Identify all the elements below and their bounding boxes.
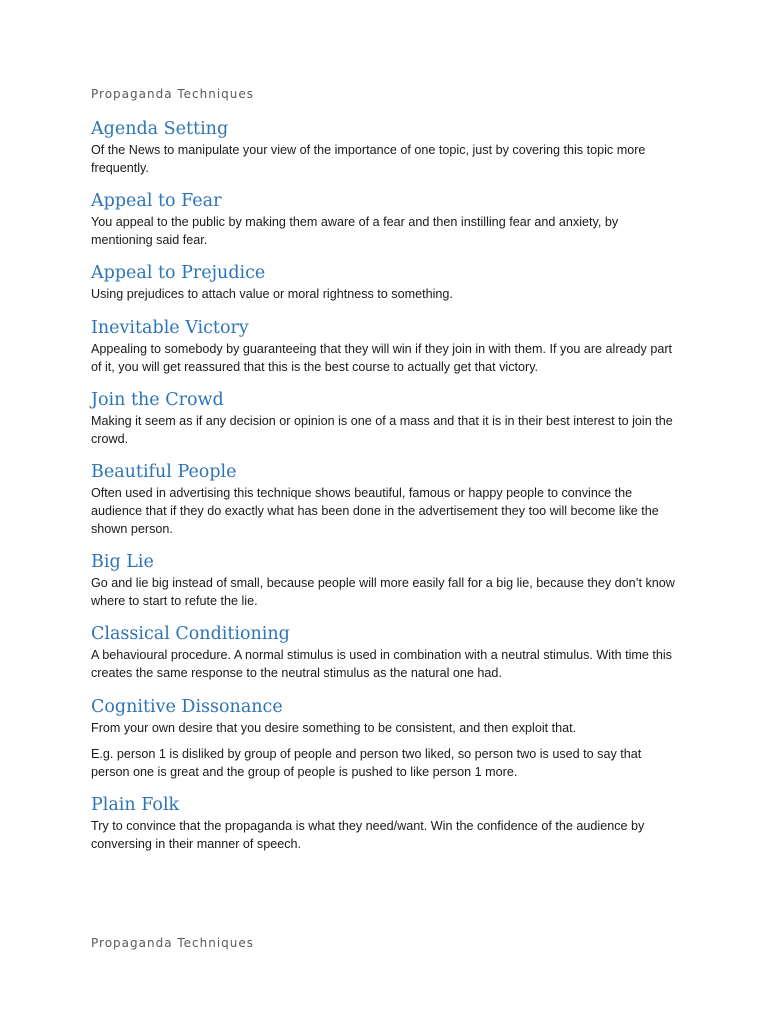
section-heading: Beautiful People [91,462,237,483]
section-cognitive-dissonance [91,696,681,782]
section-appeal-to-prejudice [91,262,681,304]
section-heading: Cognitive Dissonance [91,696,283,717]
running-footer: Propaganda Techniques [91,936,255,950]
section-paragraph: Appealing to somebody by guaranteeing that they will win if they join in with them. If you are already part of it, you will get reassured that this is the best course to actually get that victory. [91,341,673,374]
section-big-lie [91,551,681,610]
section-paragraph: Go and lie big instead of small, because people will more easily fall for a big lie, because they don’t know where to start to refute the lie. [91,576,675,608]
section-paragraph: You appeal to the public by making them aware of a fear and then instilling fear and anxiety, by mentioning said fear. [91,215,619,247]
section-heading: Appeal to Prejudice [91,263,266,284]
section-paragraph: E.g. person 1 is disliked by group of people and person two liked, so person two is used to say that person one is great and the group of people is pushed to like person 1 more. [91,747,642,779]
section-heading: Big Lie [91,552,154,573]
running-header: Propaganda Techniques [91,87,255,101]
section-heading: Inevitable Victory [91,317,249,338]
section-paragraph: Using prejudices to attach value or moral rightness to something. [91,287,453,302]
section-heading: Agenda Setting [91,119,229,139]
section-plain-folk [91,794,681,853]
section-paragraph: A behavioural procedure. A normal stimulus is used in combination with a neutral stimulus. With time this creates the same response to the neutral stimulus as the natural one had. [91,648,672,680]
technique-list [91,118,681,866]
section-paragraph: Of the News to manipulate your view of the importance of one topic, just by covering this topic more frequently. [91,143,646,175]
section-join-the-crowd [91,389,681,448]
section-paragraph: Try to convince that the propaganda is what they need/want. Win the confidence of the audience by conversing in their manner of speech. [91,819,645,851]
section-heading: Plain Folk [91,795,180,816]
section-heading: Appeal to Fear [91,191,222,212]
section-paragraph: Making it seem as if any decision or opinion is one of a mass and that it is in their best interest to join the crowd. [91,414,673,446]
section-heading: Join the Crowd [91,390,224,411]
section-appeal-to-fear [91,190,681,249]
section-heading: Classical Conditioning [91,624,290,645]
section-classical-conditioning [91,623,681,682]
section-beautiful-people [91,461,681,538]
section-inevitable-victory [91,317,681,376]
section-paragraph: Often used in advertising this technique shows beautiful, famous or happy people to convince the audience that if they do exactly what has been done in the advertisement they too will become like the shown person. [91,486,659,536]
section-agenda-setting [91,118,681,177]
section-paragraph: From your own desire that you desire something to be consistent, and then exploit that. [91,720,577,735]
